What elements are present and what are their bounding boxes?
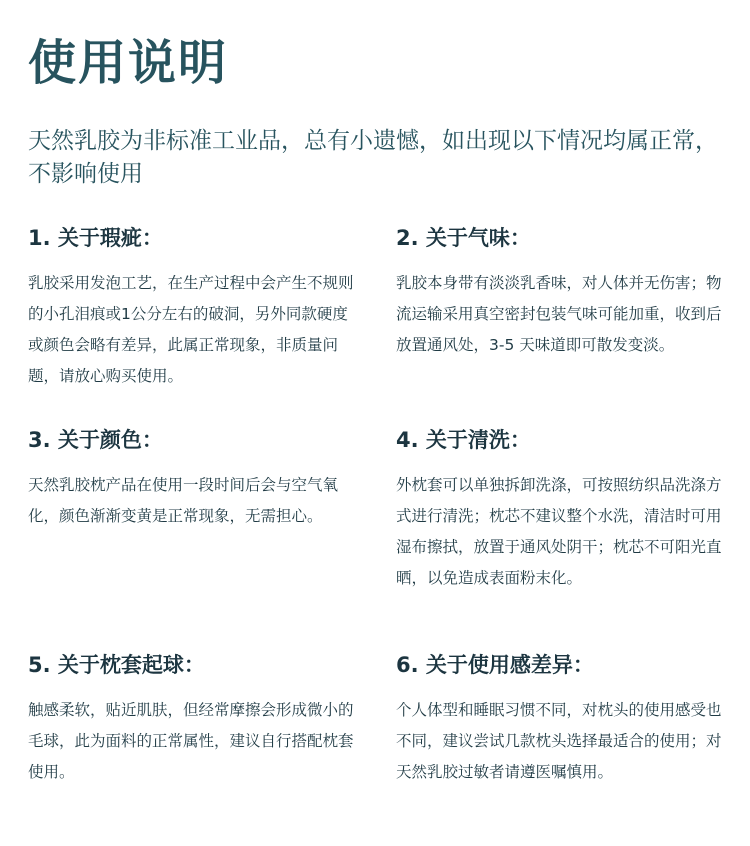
section-color xyxy=(28,425,358,532)
section-heading: 2. 关于气味： xyxy=(396,226,531,250)
section-cleaning xyxy=(396,425,726,594)
section-heading: 1. 关于瑕疵： xyxy=(28,226,163,250)
page-title: 使用说明 xyxy=(28,35,229,91)
section-body: 天然乳胶枕产品在使用一段时间后会与空气氧化，颜色渐渐变黄是正常现象，无需担心。 xyxy=(28,476,339,525)
section-body: 乳胶采用发泡工艺，在生产过程中会产生不规则的小孔泪痕或1公分左右的破洞，另外同款硬度或颜色会略有差异，此属正常现象，非质量问题，请放心购买使用。 xyxy=(28,274,354,385)
section-pilling xyxy=(28,650,358,788)
section-heading: 5. 关于枕套起球： xyxy=(28,653,205,677)
section-heading: 6. 关于使用感差异： xyxy=(396,653,594,677)
section-heading: 3. 关于颜色： xyxy=(28,428,163,452)
intro-text: 天然乳胶为非标准工业品，总有小遗憾，如出现以下情况均属正常，不影响使用 xyxy=(28,128,718,187)
section-body: 个人体型和睡眠习惯不同，对枕头的使用感受也不同，建议尝试几款枕头选择最适合的使用；对天然乳胶过敏者请遵医嘱慎用。 xyxy=(396,701,722,781)
section-odor xyxy=(396,223,726,361)
section-body: 外枕套可以单独拆卸洗涤，可按照纺织品洗涤方式进行清洗；枕芯不建议整个水洗，清洁时可用湿布擦拭，放置于通风处阴干；枕芯不可阳光直晒，以免造成表面粉末化。 xyxy=(396,476,722,587)
section-flaws xyxy=(28,223,358,392)
section-body: 乳胶本身带有淡淡乳香味，对人体并无伤害；物流运输采用真空密封包装气味可能加重，收到后放置通风处，3-5 天味道即可散发变淡。 xyxy=(396,274,722,354)
section-heading: 4. 关于清洗： xyxy=(396,428,531,452)
section-experience xyxy=(396,650,726,788)
section-body: 触感柔软，贴近肌肤，但经常摩擦会形成微小的毛球，此为面料的正常属性，建议自行搭配枕套使用。 xyxy=(28,701,354,781)
